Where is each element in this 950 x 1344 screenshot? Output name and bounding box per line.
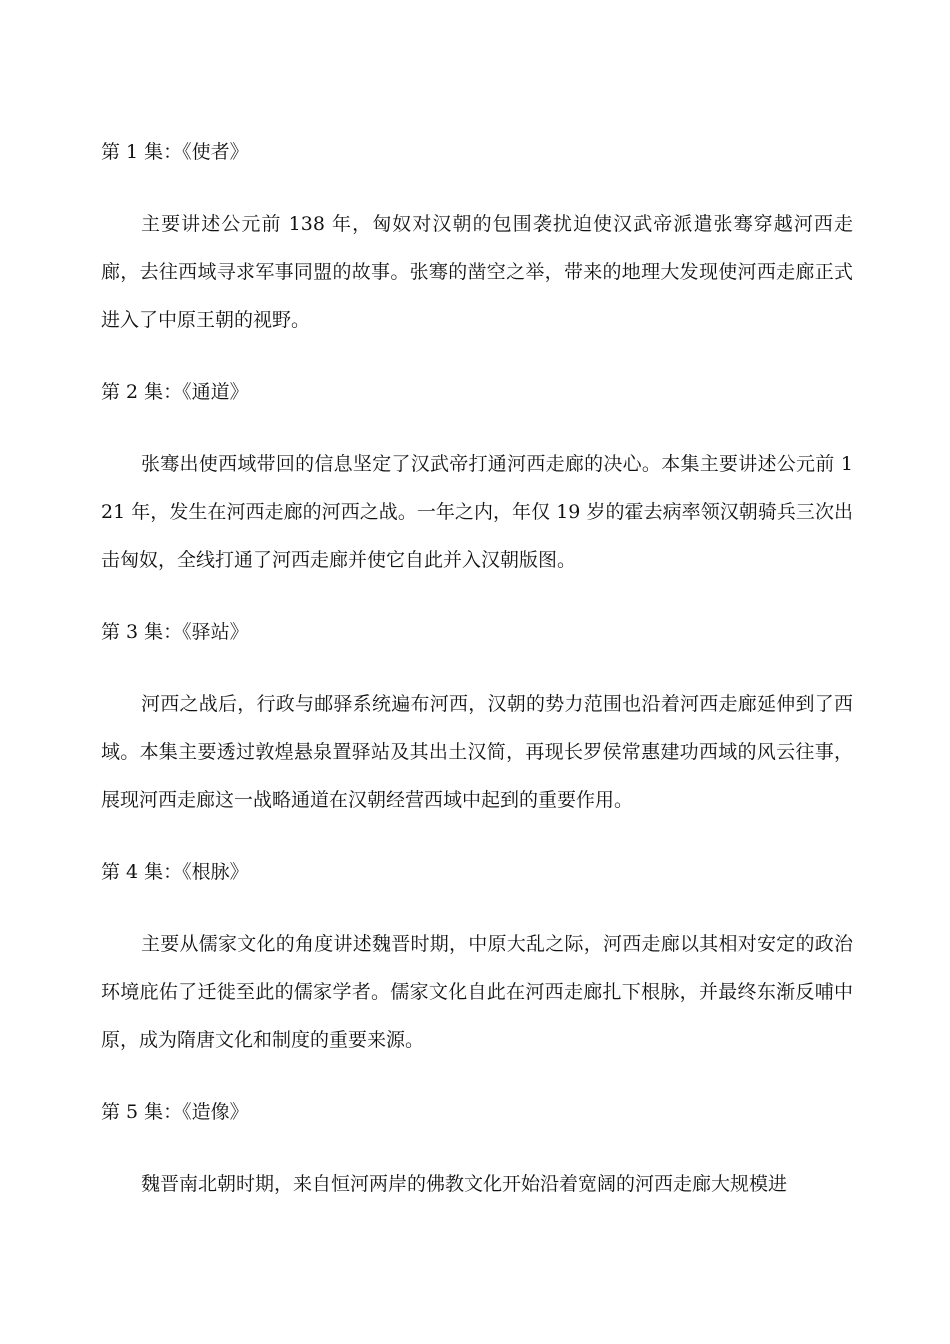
episode-section (101, 848, 853, 1064)
episode-description: 主要讲述公元前 138 年，匈奴对汉朝的包围袭扰迫使汉武帝派遣张骞穿越河西走廊，去往西域寻求军事同盟的故事。张骞的凿空之举，带来的地理大发现使河西走廊正式进入了中原王朝的视野。 (101, 213, 853, 331)
episode-heading: 第 1 集：《使者》 (101, 141, 249, 163)
document-body (101, 128, 853, 1232)
episode-heading: 第 2 集：《通道》 (101, 381, 249, 403)
episode-description: 张骞出使西域带回的信息坚定了汉武帝打通河西走廊的决心。本集主要讲述公元前 121 年，发生在河西走廊的河西之战。一年之内，年仅 19 岁的霍去病率领汉朝骑兵三次出击匈奴，全线打通了河西走廊并使它自此并入汉朝版图。 (101, 453, 853, 571)
episode-heading: 第 4 集：《根脉》 (101, 861, 249, 883)
episode-section (101, 128, 853, 344)
episode-heading: 第 3 集：《驿站》 (101, 621, 249, 643)
episode-section (101, 608, 853, 824)
episode-heading: 第 5 集：《造像》 (101, 1101, 249, 1123)
episode-section (101, 368, 853, 584)
episode-section (101, 1088, 853, 1208)
episode-description: 主要从儒家文化的角度讲述魏晋时期，中原大乱之际，河西走廊以其相对安定的政治环境庇佑了迁徙至此的儒家学者。儒家文化自此在河西走廊扎下根脉，并最终东渐反哺中原，成为隋唐文化和制度的重要来源。 (101, 933, 853, 1051)
episode-description: 河西之战后，行政与邮驿系统遍布河西，汉朝的势力范围也沿着河西走廊延伸到了西域。本集主要透过敦煌悬泉置驿站及其出土汉简，再现长罗侯常惠建功西域的风云往事，展现河西走廊这一战略通道在汉朝经营西域中起到的重要作用。 (101, 693, 853, 811)
episode-description: 魏晋南北朝时期，来自恒河两岸的佛教文化开始沿着宽阔的河西走廊大规模进 (141, 1173, 788, 1195)
